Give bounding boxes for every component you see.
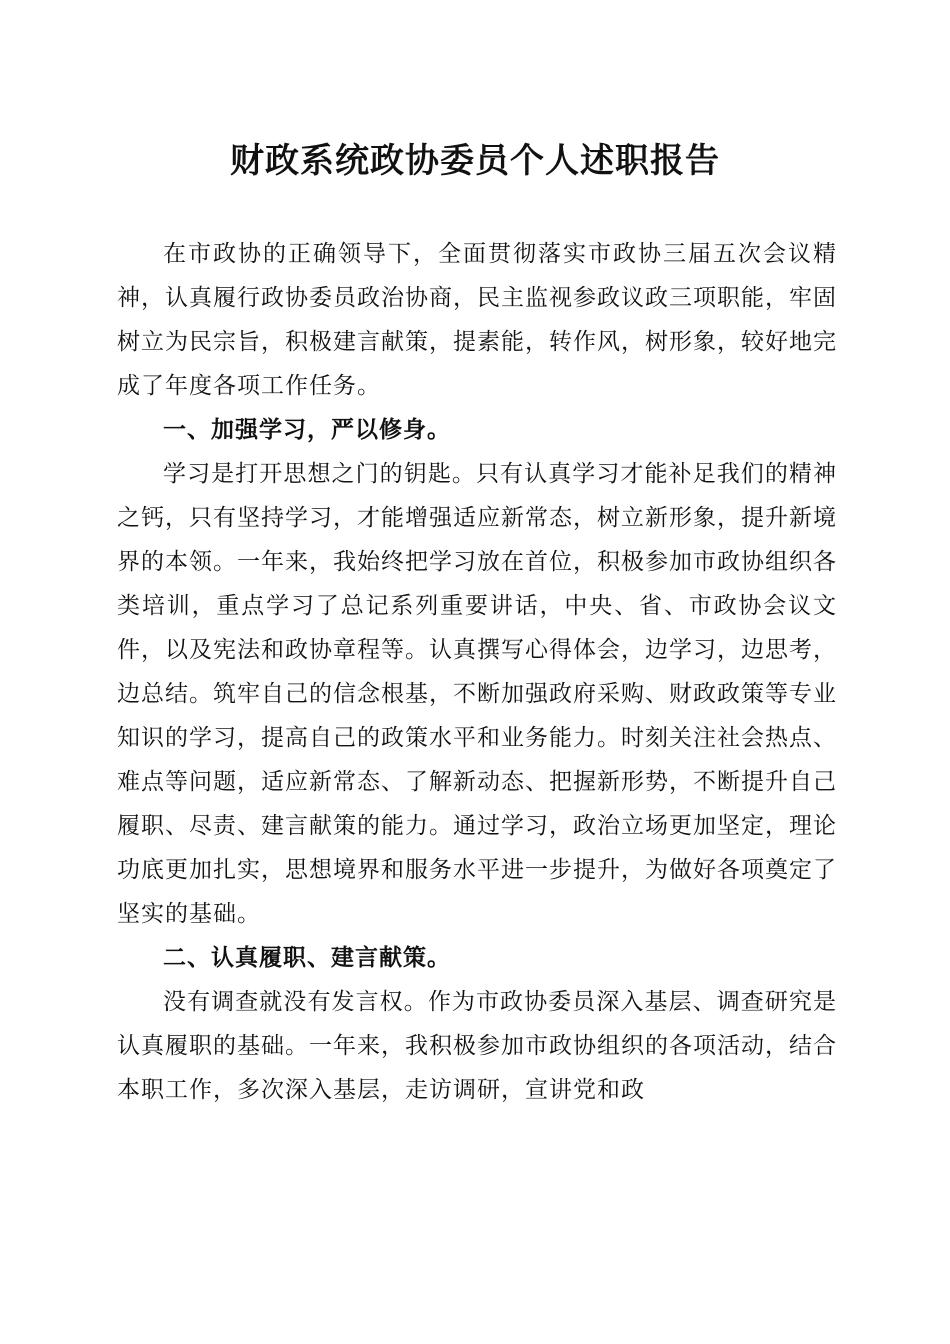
section-1-heading: 一、加强学习，严以修身。 <box>163 417 451 443</box>
section-2-paragraph: 没有调查就没有发言权。作为市政协委员深入基层、调查研究是认真履职的基础。一年来，我积极参加市政协组织的各项活动，结合本职工作，多次深入基层，走访调研，宣讲党和政 <box>117 989 837 1103</box>
document-title: 财政系统政协委员个人述职报告 <box>230 141 720 181</box>
document-body <box>117 232 837 1112</box>
intro-paragraph: 在市政协的正确领导下，全面贯彻落实市政协三届五次会议精神，认真履行政协委员政治协商，民主监视参政议政三项职能，牢固树立为民宗旨，积极建言献策，提素能，转作风，树形象，较好地完成了年度各项工作任务。 <box>117 241 837 399</box>
section-2-heading: 二、认真履职、建言献策。 <box>163 945 451 971</box>
section-1-paragraph: 学习是打开思想之门的钥匙。只有认真学习才能补足我们的精神之钙，只有坚持学习，才能增强适应新常态，树立新形象，提升新境界的本领。一年来，我始终把学习放在首位，积极参加市政协组织各类培训，重点学习了总记系列重要讲话，中央、省、市政协会议文件，以及宪法和政协章程等。认真撰写心得体会，边学习，边思考，边总结。筑牢自己的信念根基，不断加强政府采购、财政政策等专业知识的学习，提高自己的政策水平和业务能力。时刻关注社会热点、难点等问题，适应新常态、了解新动态、把握新形势，不断提升自己履职、尽责、建言献策的能力。通过学习，政治立场更加坚定，理论功底更加扎实，思想境界和服务水平进一步提升，为做好各项奠定了坚实的基础。 <box>117 461 837 927</box>
